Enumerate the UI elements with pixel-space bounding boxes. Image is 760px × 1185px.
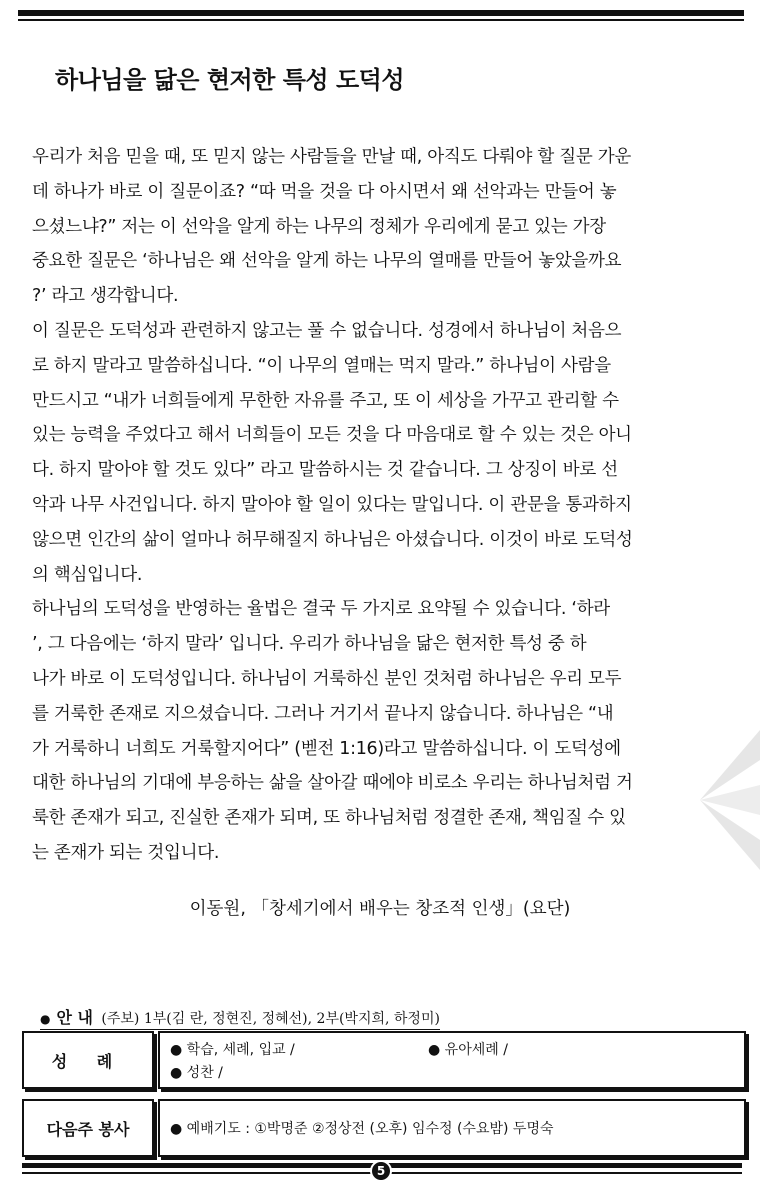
notice-line xyxy=(40,1005,440,1030)
body-line: 의 핵심입니다. xyxy=(32,564,143,585)
body-line: 중요한 질문은 ‘하나님은 왜 선악을 알게 하는 나무의 열매를 만들어 놓았을까요 xyxy=(32,251,622,272)
article-body xyxy=(32,140,704,871)
sacraments-item: ● 학습, 세례, 입교 / xyxy=(170,1042,295,1058)
body-line: 나가 바로 이 도덕성입니다. 하나님이 거룩하신 분인 것처럼 하나님은 우리 모두 xyxy=(32,668,622,689)
body-line: 데 하나가 바로 이 질문이죠? “따 먹을 것을 다 아시면서 왜 선악과는 만들어 놓 xyxy=(32,181,617,202)
body-line: 우리가 처음 믿을 때, 또 믿지 않는 사람들을 만날 때, 아직도 다뤄야 할 질문 가운 xyxy=(32,147,631,167)
sacraments-content-box xyxy=(158,1031,746,1089)
bullet-icon: ● xyxy=(40,1012,51,1026)
body-line: 가 거룩하니 너희도 거룩할지어다” (벧전 1:16)라고 말씀하십니다. 이 도덕성에 xyxy=(32,738,621,759)
next-week-content-box xyxy=(158,1099,746,1157)
top-rule-thin xyxy=(18,19,744,21)
top-rule-thick xyxy=(18,10,744,16)
body-line: 않으면 인간의 삶이 얼마나 허무해질지 하나님은 아셨습니다. 이것이 바로 도덕성 xyxy=(32,529,633,550)
body-line: ?’ 라고 생각합니다. xyxy=(32,286,179,307)
next-week-label-box xyxy=(22,1099,154,1157)
sacraments-item: ● 성찬 / xyxy=(170,1065,223,1081)
sacraments-item: ● 유아세례 / xyxy=(428,1042,508,1058)
notice-text: (주보) 1부(김 란, 정현진, 정혜선), 2부(박지희, 하정미) xyxy=(101,1011,440,1027)
citation: 이동원, 「창세기에서 배우는 창조적 인생」(요단) xyxy=(189,899,571,919)
next-week-label: 다음주 봉사 xyxy=(46,1119,130,1139)
body-line: 있는 능력을 주었다고 해서 너희들이 모든 것을 다 마음대로 할 수 있는 것은 아니 xyxy=(32,425,632,446)
body-line: 를 거룩한 존재로 지으셨습니다. 그러나 거기서 끝나지 않습니다. 하나님은 “내 xyxy=(32,703,614,724)
page-number: 5 xyxy=(370,1160,392,1182)
body-line: 이 질문은 도덕성과 관련하지 않고는 풀 수 없습니다. 성경에서 하나님이 처음으 xyxy=(32,320,622,341)
sacraments-label-box xyxy=(22,1031,154,1089)
body-line: ’, 그 다음에는 ‘하지 말라’ 입니다. 우리가 하나님을 닮은 현저한 특성 중 하 xyxy=(32,634,587,655)
body-line: 만드시고 “내가 너희들에게 무한한 자유를 주고, 또 이 세상을 가꾸고 관리할 수 xyxy=(32,390,619,411)
decorative-rays xyxy=(700,690,760,910)
body-line: 룩한 존재가 되고, 진실한 존재가 되며, 또 하나님처럼 정결한 존재, 책임질 수 있 xyxy=(32,808,626,829)
sacraments-label: 성 례 xyxy=(51,1051,125,1071)
body-line: 다. 하지 말아야 할 것도 있다” 라고 말씀하시는 것 같습니다. 그 상징이 바로 선 xyxy=(32,460,618,481)
body-line: 악과 나무 사건입니다. 하지 말아야 할 일이 있다는 말입니다. 이 관문을 통과하지 xyxy=(32,494,632,515)
body-line: 대한 하나님의 기대에 부응하는 삶을 살아갈 때에야 비로소 우리는 하나님처럼 거 xyxy=(32,773,633,794)
body-line: 는 존재가 되는 것입니다. xyxy=(32,842,220,863)
body-line: 으셨느냐?” 저는 이 선악을 알게 하는 나무의 정체가 우리에게 묻고 있는 가장 xyxy=(32,216,606,237)
notice-label: 안 내 xyxy=(56,1008,93,1027)
next-week-service: ● 예배기도 : ①박명준 ②정상전 (오후) 임수정 (수요밤) 두명숙 xyxy=(170,1121,554,1137)
body-line: 하나님의 도덕성을 반영하는 율법은 결국 두 가지로 요약될 수 있습니다. ‘하라 xyxy=(32,599,610,620)
article-title: 하나님을 닮은 현저한 특성 도덕성 xyxy=(55,66,404,94)
body-line: 로 하지 말라고 말씀하십니다. “이 나무의 열매는 먹지 말라.” 하나님이 사람을 xyxy=(32,355,611,376)
